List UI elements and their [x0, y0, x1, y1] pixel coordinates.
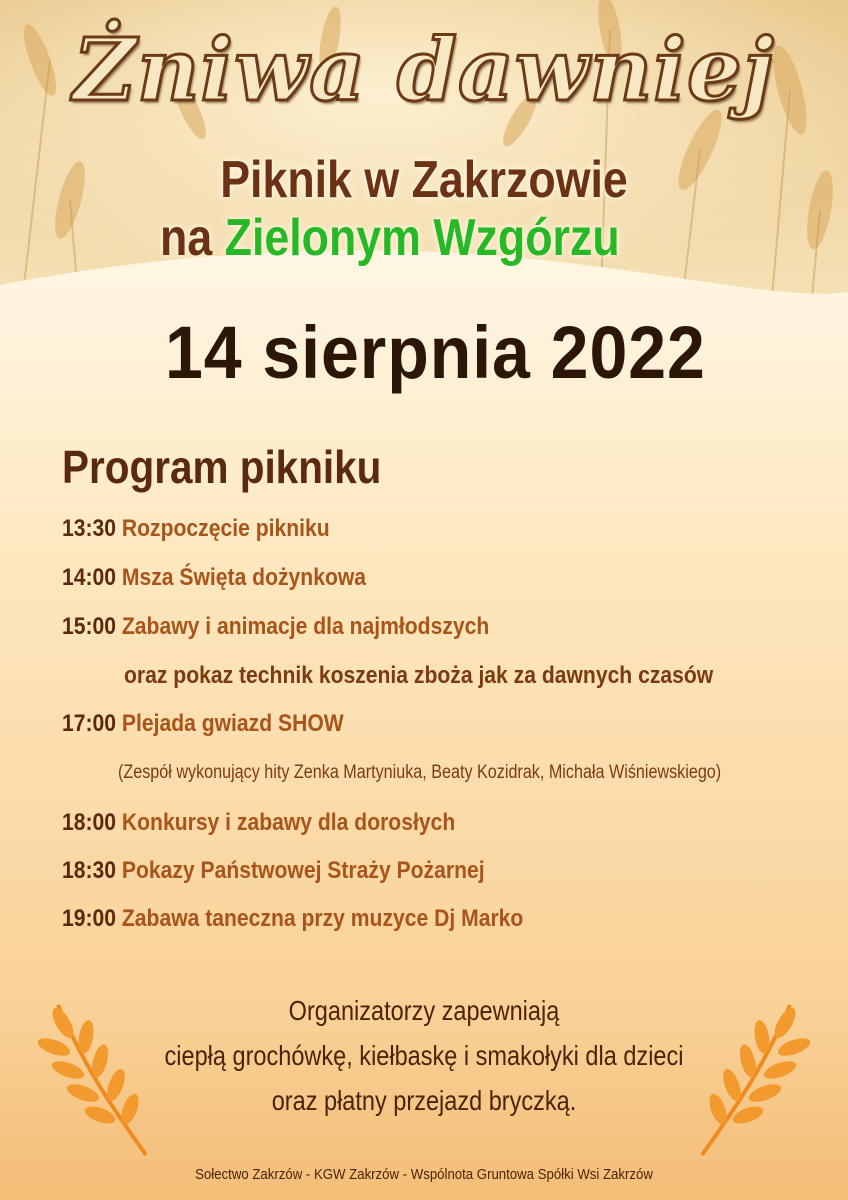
- program-item: [62, 710, 344, 738]
- program-time: 15:00: [62, 613, 117, 640]
- program-item: [62, 613, 489, 641]
- program-time: 19:00: [62, 905, 117, 932]
- event-date: 14 sierpnia 2022: [165, 311, 706, 394]
- program-activity: Konkursy i zabawy dla dorosłych: [121, 809, 456, 836]
- subtitle-prefix: na: [160, 209, 213, 267]
- program-heading: Program pikniku: [62, 441, 382, 493]
- organizers-footer: Sołectwo Zakrzów - KGW Zakrzów - Wspólnota Gruntowa Spółki Wsi Zakrzów: [195, 1166, 653, 1183]
- subtitle-line-1: Piknik w Zakrzowie: [220, 151, 628, 209]
- subtitle-line-2: [160, 208, 620, 268]
- organizers-line: Organizatorzy zapewniają: [288, 995, 560, 1026]
- program-time: 17:00: [62, 710, 117, 737]
- program-activity: Pokazy Państwowej Straży Pożarnej: [121, 857, 485, 884]
- program-item-note: (Zespół wykonujący hity Zenka Martyniuka, Beaty Kozidrak, Michała Wiśniewskiego): [118, 762, 722, 783]
- program-item: [62, 809, 455, 837]
- program-item: [62, 515, 330, 543]
- poster-title: Żniwa dawniej: [73, 20, 775, 121]
- program-time: 14:00: [62, 564, 117, 591]
- program-activity: Zabawy i animacje dla najmłodszych: [121, 613, 490, 640]
- program-item: [62, 564, 366, 592]
- program-item-continuation: oraz pokaz technik koszenia zboża jak za dawnych czasów: [124, 662, 714, 689]
- program-item: [62, 905, 523, 933]
- organizers-line: oraz płatny przejazd bryczką.: [271, 1085, 577, 1116]
- program-activity: Zabawa taneczna przy muzyce Dj Marko: [121, 905, 524, 932]
- organizers-line: ciepłą grochówkę, kiełbaskę i smakołyki dla dzieci: [164, 1040, 684, 1071]
- program-time: 13:30: [62, 515, 117, 542]
- program-time: 18:30: [62, 857, 117, 884]
- program-time: 18:00: [62, 809, 117, 836]
- program-activity: Plejada gwiazd SHOW: [121, 710, 344, 737]
- program-activity: Msza Święta dożynkowa: [121, 564, 367, 591]
- subtitle-green-text: Zielonym Wzgórzu: [224, 209, 620, 267]
- program-activity: Rozpoczęcie pikniku: [121, 515, 330, 542]
- program-item: [62, 857, 485, 885]
